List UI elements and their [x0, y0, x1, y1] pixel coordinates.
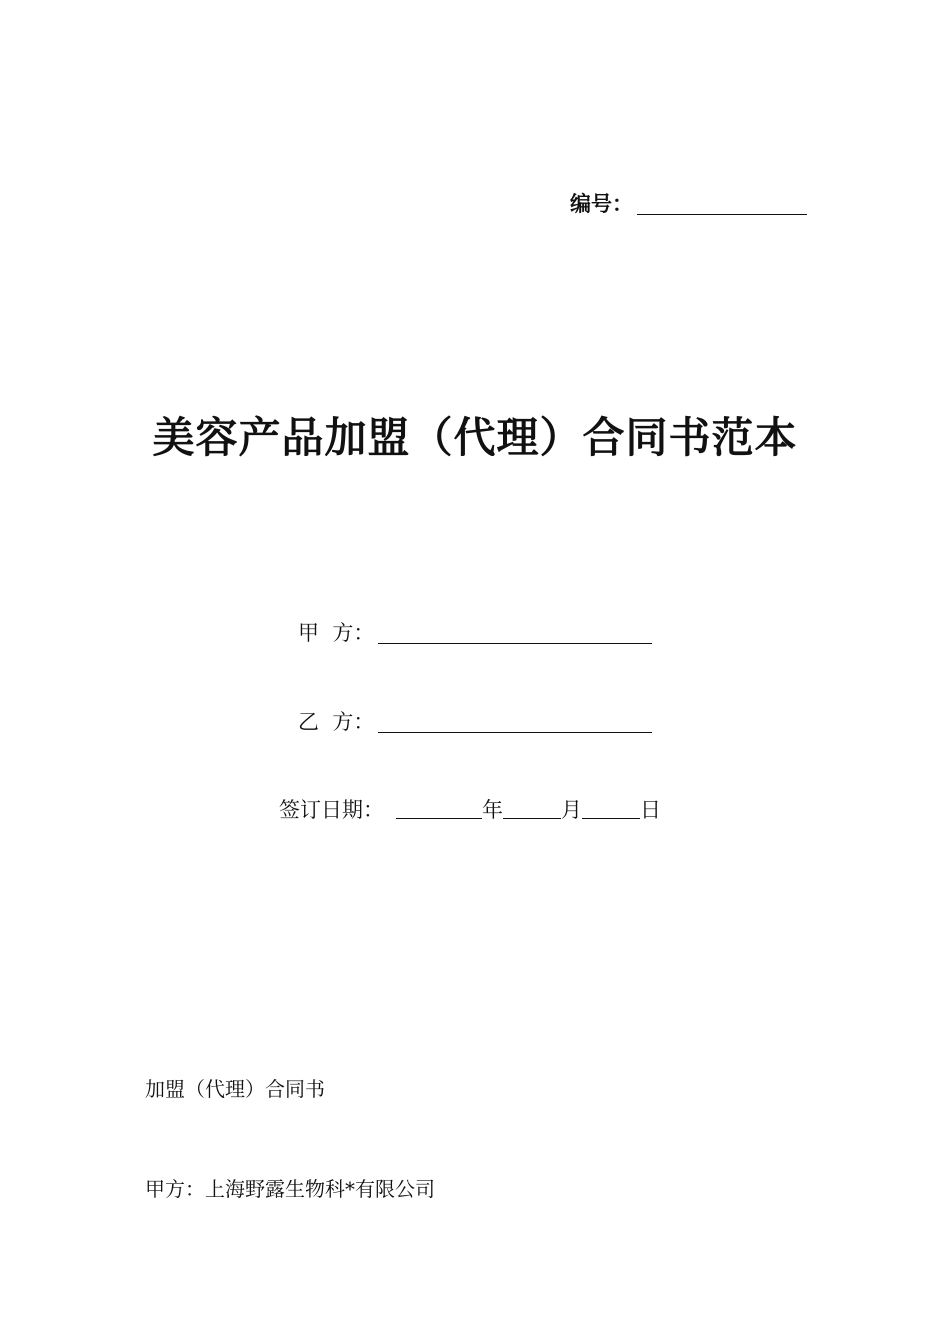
year-blank: [396, 818, 482, 819]
party-a-blank: [378, 643, 652, 644]
day-label: 日: [640, 798, 661, 822]
document-title: 美容产品加盟（代理）合同书范本: [152, 413, 798, 462]
party-a-detail: 甲方：上海野露生物科*有限公司: [145, 1177, 435, 1201]
contract-number-label: 编号：: [570, 192, 633, 216]
party-a-label: 甲 方：: [298, 621, 375, 645]
contract-number-blank: [637, 214, 807, 215]
party-b-label: 乙 方：: [298, 710, 375, 734]
year-label: 年: [482, 798, 503, 822]
signing-date-row: [279, 796, 661, 824]
month-blank: [503, 818, 561, 819]
party-b-blank: [378, 732, 652, 733]
month-label: 月: [561, 798, 582, 822]
day-blank: [582, 818, 640, 819]
signing-date-label: 签订日期：: [279, 798, 384, 822]
contract-subtitle: 加盟（代理）合同书: [145, 1077, 325, 1101]
